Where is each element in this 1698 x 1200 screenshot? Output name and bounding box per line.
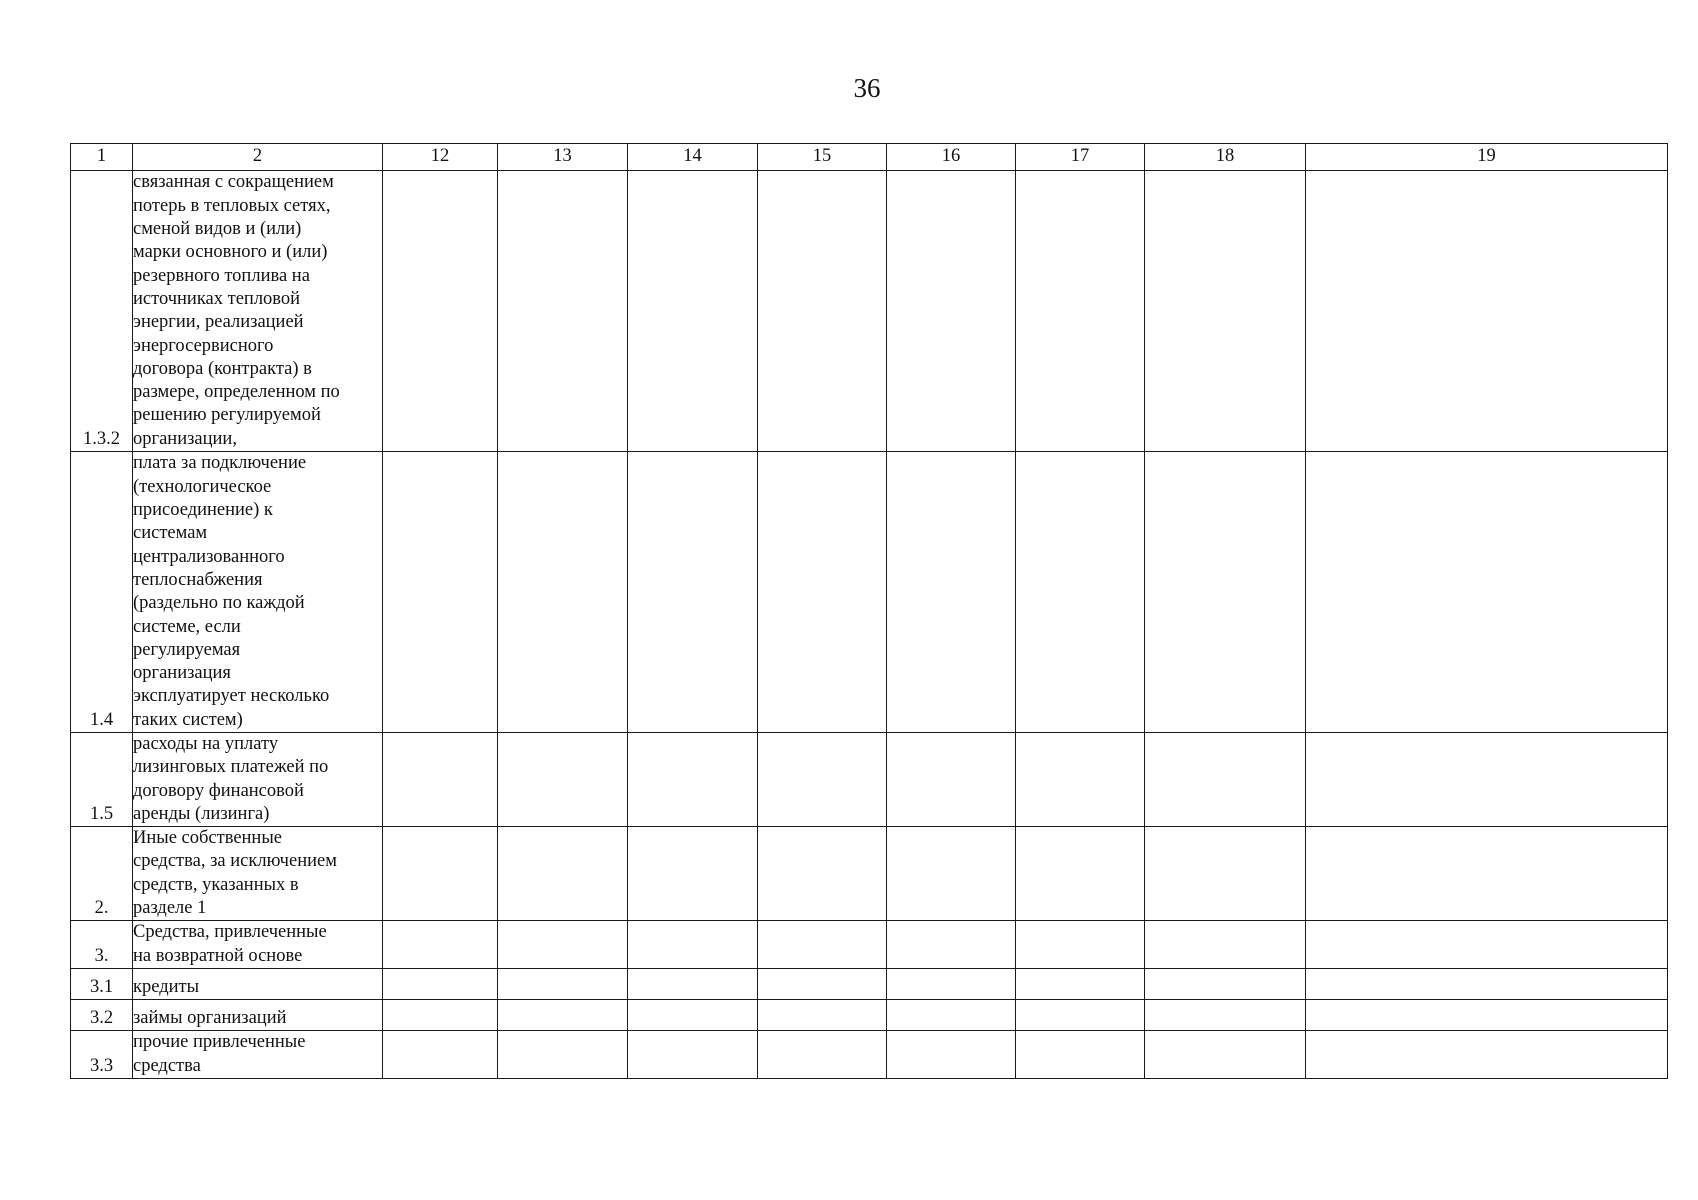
table-row <box>71 827 1668 921</box>
row-description <box>133 452 383 733</box>
financing-sources-table <box>70 143 1668 1079</box>
row-description <box>133 921 383 969</box>
row-description-text: расходы на уплату лизинговых платежей по договору финансовой аренды (лизинга) <box>133 734 329 824</box>
table-cell <box>628 827 758 921</box>
row-number: 3.2 <box>71 999 133 1030</box>
row-description <box>133 171 383 452</box>
table-cell <box>1145 1030 1306 1078</box>
row-description <box>133 968 383 999</box>
table-cell <box>628 171 758 452</box>
table-cell <box>628 968 758 999</box>
row-number: 3.3 <box>71 1030 133 1078</box>
table-cell <box>498 171 628 452</box>
table-row <box>71 921 1668 969</box>
table-cell <box>1306 999 1668 1030</box>
table-row <box>71 999 1668 1030</box>
row-description <box>133 1030 383 1078</box>
table-cell <box>383 1030 498 1078</box>
row-number: 1.3.2 <box>71 171 133 452</box>
table-cell <box>758 827 887 921</box>
table-cell <box>1306 452 1668 733</box>
table-cell <box>383 921 498 969</box>
table-cell <box>758 921 887 969</box>
table-cell <box>887 171 1016 452</box>
table-cell <box>498 733 628 827</box>
column-header: 17 <box>1016 144 1145 171</box>
table-cell <box>1016 171 1145 452</box>
column-header: 13 <box>498 144 628 171</box>
table-cell <box>887 968 1016 999</box>
table-cell <box>758 968 887 999</box>
table-header-row <box>71 144 1668 171</box>
table-cell <box>887 733 1016 827</box>
row-number: 1.4 <box>71 452 133 733</box>
table-cell <box>1016 827 1145 921</box>
table-cell <box>498 999 628 1030</box>
table-cell <box>1016 968 1145 999</box>
table-cell <box>1306 171 1668 452</box>
table-cell <box>628 733 758 827</box>
table-cell <box>1145 999 1306 1030</box>
column-header: 18 <box>1145 144 1306 171</box>
row-description-text: займы организаций <box>133 1007 287 1028</box>
table-cell <box>1306 968 1668 999</box>
table-row <box>71 968 1668 999</box>
row-description <box>133 827 383 921</box>
table-cell <box>1016 1030 1145 1078</box>
table-cell <box>1306 733 1668 827</box>
table-cell <box>887 452 1016 733</box>
table-cell <box>1306 827 1668 921</box>
table-cell <box>758 452 887 733</box>
row-number: 3.1 <box>71 968 133 999</box>
table-cell <box>383 968 498 999</box>
column-header: 2 <box>133 144 383 171</box>
table-row <box>71 452 1668 733</box>
table-cell <box>1306 921 1668 969</box>
table-cell <box>887 999 1016 1030</box>
table-cell <box>1145 452 1306 733</box>
column-header: 16 <box>887 144 1016 171</box>
column-header: 1 <box>71 144 133 171</box>
table-cell <box>383 733 498 827</box>
table-cell <box>1016 921 1145 969</box>
table-cell <box>498 827 628 921</box>
table-cell <box>383 827 498 921</box>
row-description <box>133 733 383 827</box>
row-description-text: прочие привлеченные средства <box>133 1032 306 1076</box>
row-number: 2. <box>71 827 133 921</box>
table-cell <box>887 1030 1016 1078</box>
table-cell <box>1145 921 1306 969</box>
table-row <box>71 1030 1668 1078</box>
table-cell <box>383 999 498 1030</box>
table-row <box>71 733 1668 827</box>
table-row <box>71 171 1668 452</box>
table-cell <box>1016 733 1145 827</box>
table-cell <box>383 452 498 733</box>
column-header: 14 <box>628 144 758 171</box>
table-cell <box>498 1030 628 1078</box>
row-description-text: Иные собственные средства, за исключением средств, указанных в разделе 1 <box>133 828 337 919</box>
table-cell <box>1306 1030 1668 1078</box>
row-description-text: плата за подключение (технологическое присоединение) к системам централизованного теплоснабжения (раздельно по каждой системе, если регулируемая организация эксплуатирует несколько таких систем) <box>133 453 330 730</box>
table-cell <box>498 921 628 969</box>
table-cell <box>498 968 628 999</box>
table-cell <box>383 171 498 452</box>
row-description-text: Средства, привлеченные на возвратной основе <box>133 922 327 966</box>
page-number: 36 <box>853 73 881 103</box>
table-cell <box>1016 452 1145 733</box>
table-cell <box>758 171 887 452</box>
table-cell <box>1016 999 1145 1030</box>
table-cell <box>1145 733 1306 827</box>
table-cell <box>887 827 1016 921</box>
column-header: 12 <box>383 144 498 171</box>
table-cell <box>628 1030 758 1078</box>
column-header: 15 <box>758 144 887 171</box>
table-cell <box>758 1030 887 1078</box>
table-cell <box>628 452 758 733</box>
table-cell <box>1145 827 1306 921</box>
table-cell <box>498 452 628 733</box>
table-cell <box>628 999 758 1030</box>
table-cell <box>628 921 758 969</box>
row-description <box>133 999 383 1030</box>
table-cell <box>758 733 887 827</box>
row-description-text: связанная с сокращением потерь в тепловых сетях, сменой видов и (или) марки основного и (или) резервного топлива на источниках тепловой энергии, реализацией энергосервисного договора (контракта) в размере, определенном по решению регулируемой организации, <box>133 172 340 449</box>
table-cell <box>1145 171 1306 452</box>
row-description-text: кредиты <box>133 976 200 997</box>
table-cell <box>1145 968 1306 999</box>
row-number: 3. <box>71 921 133 969</box>
row-number: 1.5 <box>71 733 133 827</box>
column-header: 19 <box>1306 144 1668 171</box>
table-cell <box>758 999 887 1030</box>
table-cell <box>887 921 1016 969</box>
